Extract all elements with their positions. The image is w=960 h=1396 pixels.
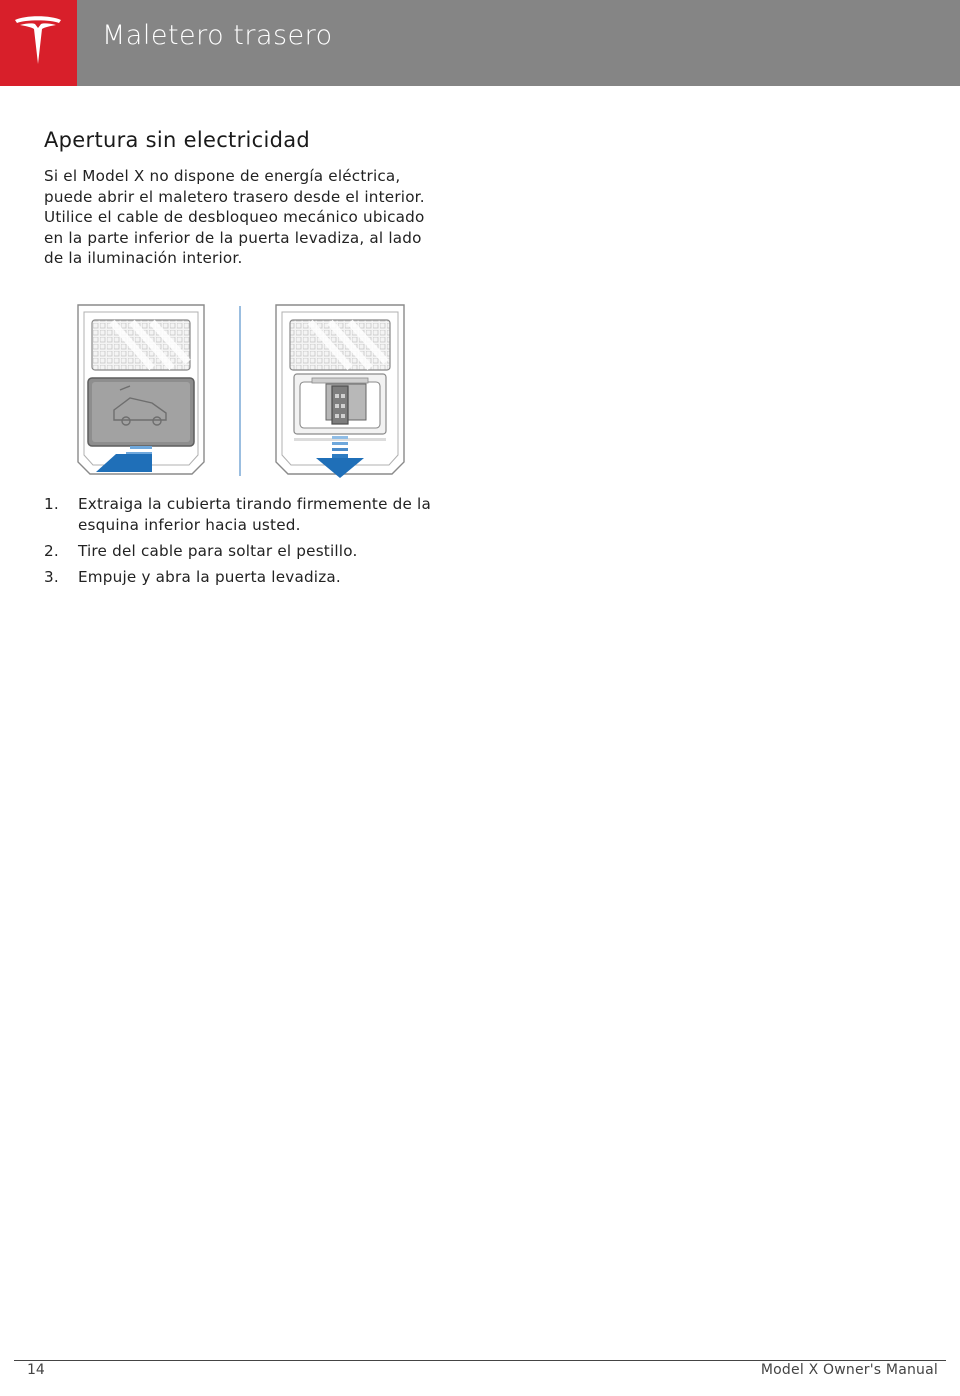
steps-list xyxy=(44,494,444,593)
release-cable-illustration xyxy=(72,302,412,480)
footer-divider xyxy=(14,1360,946,1361)
page-header xyxy=(0,0,960,86)
step-text: Extraiga la cubierta tirando firmemente de la esquina inferior hacia usted. xyxy=(78,495,431,534)
step-number: 1. xyxy=(44,495,59,513)
step-text: Empuje y abra la puerta levadiza. xyxy=(78,568,341,586)
section-title: Apertura sin electricidad xyxy=(44,128,311,152)
step-number: 2. xyxy=(44,542,59,560)
tesla-logo-icon xyxy=(11,12,65,72)
step1-illustration xyxy=(78,305,204,474)
step-text: Tire del cable para soltar el pestillo. xyxy=(78,542,358,560)
logo-box xyxy=(0,0,77,86)
step2-illustration xyxy=(276,305,404,478)
manual-title: Model X Owner's Manual xyxy=(760,1362,938,1378)
step-number: 3. xyxy=(44,568,59,586)
page-number: 14 xyxy=(27,1362,45,1378)
step-item xyxy=(44,541,444,562)
intro-paragraph: Si el Model X no dispone de energía eléctrica, puede abrir el maletero trasero desde el interior. Utilice el cable de desbloqueo mecánico ubicado en la parte inferior de la puerta levadiza, al lado de la iluminación interior. xyxy=(44,167,425,267)
step-item xyxy=(44,494,444,536)
header-title: Maletero trasero xyxy=(102,20,333,51)
step-item xyxy=(44,567,444,588)
